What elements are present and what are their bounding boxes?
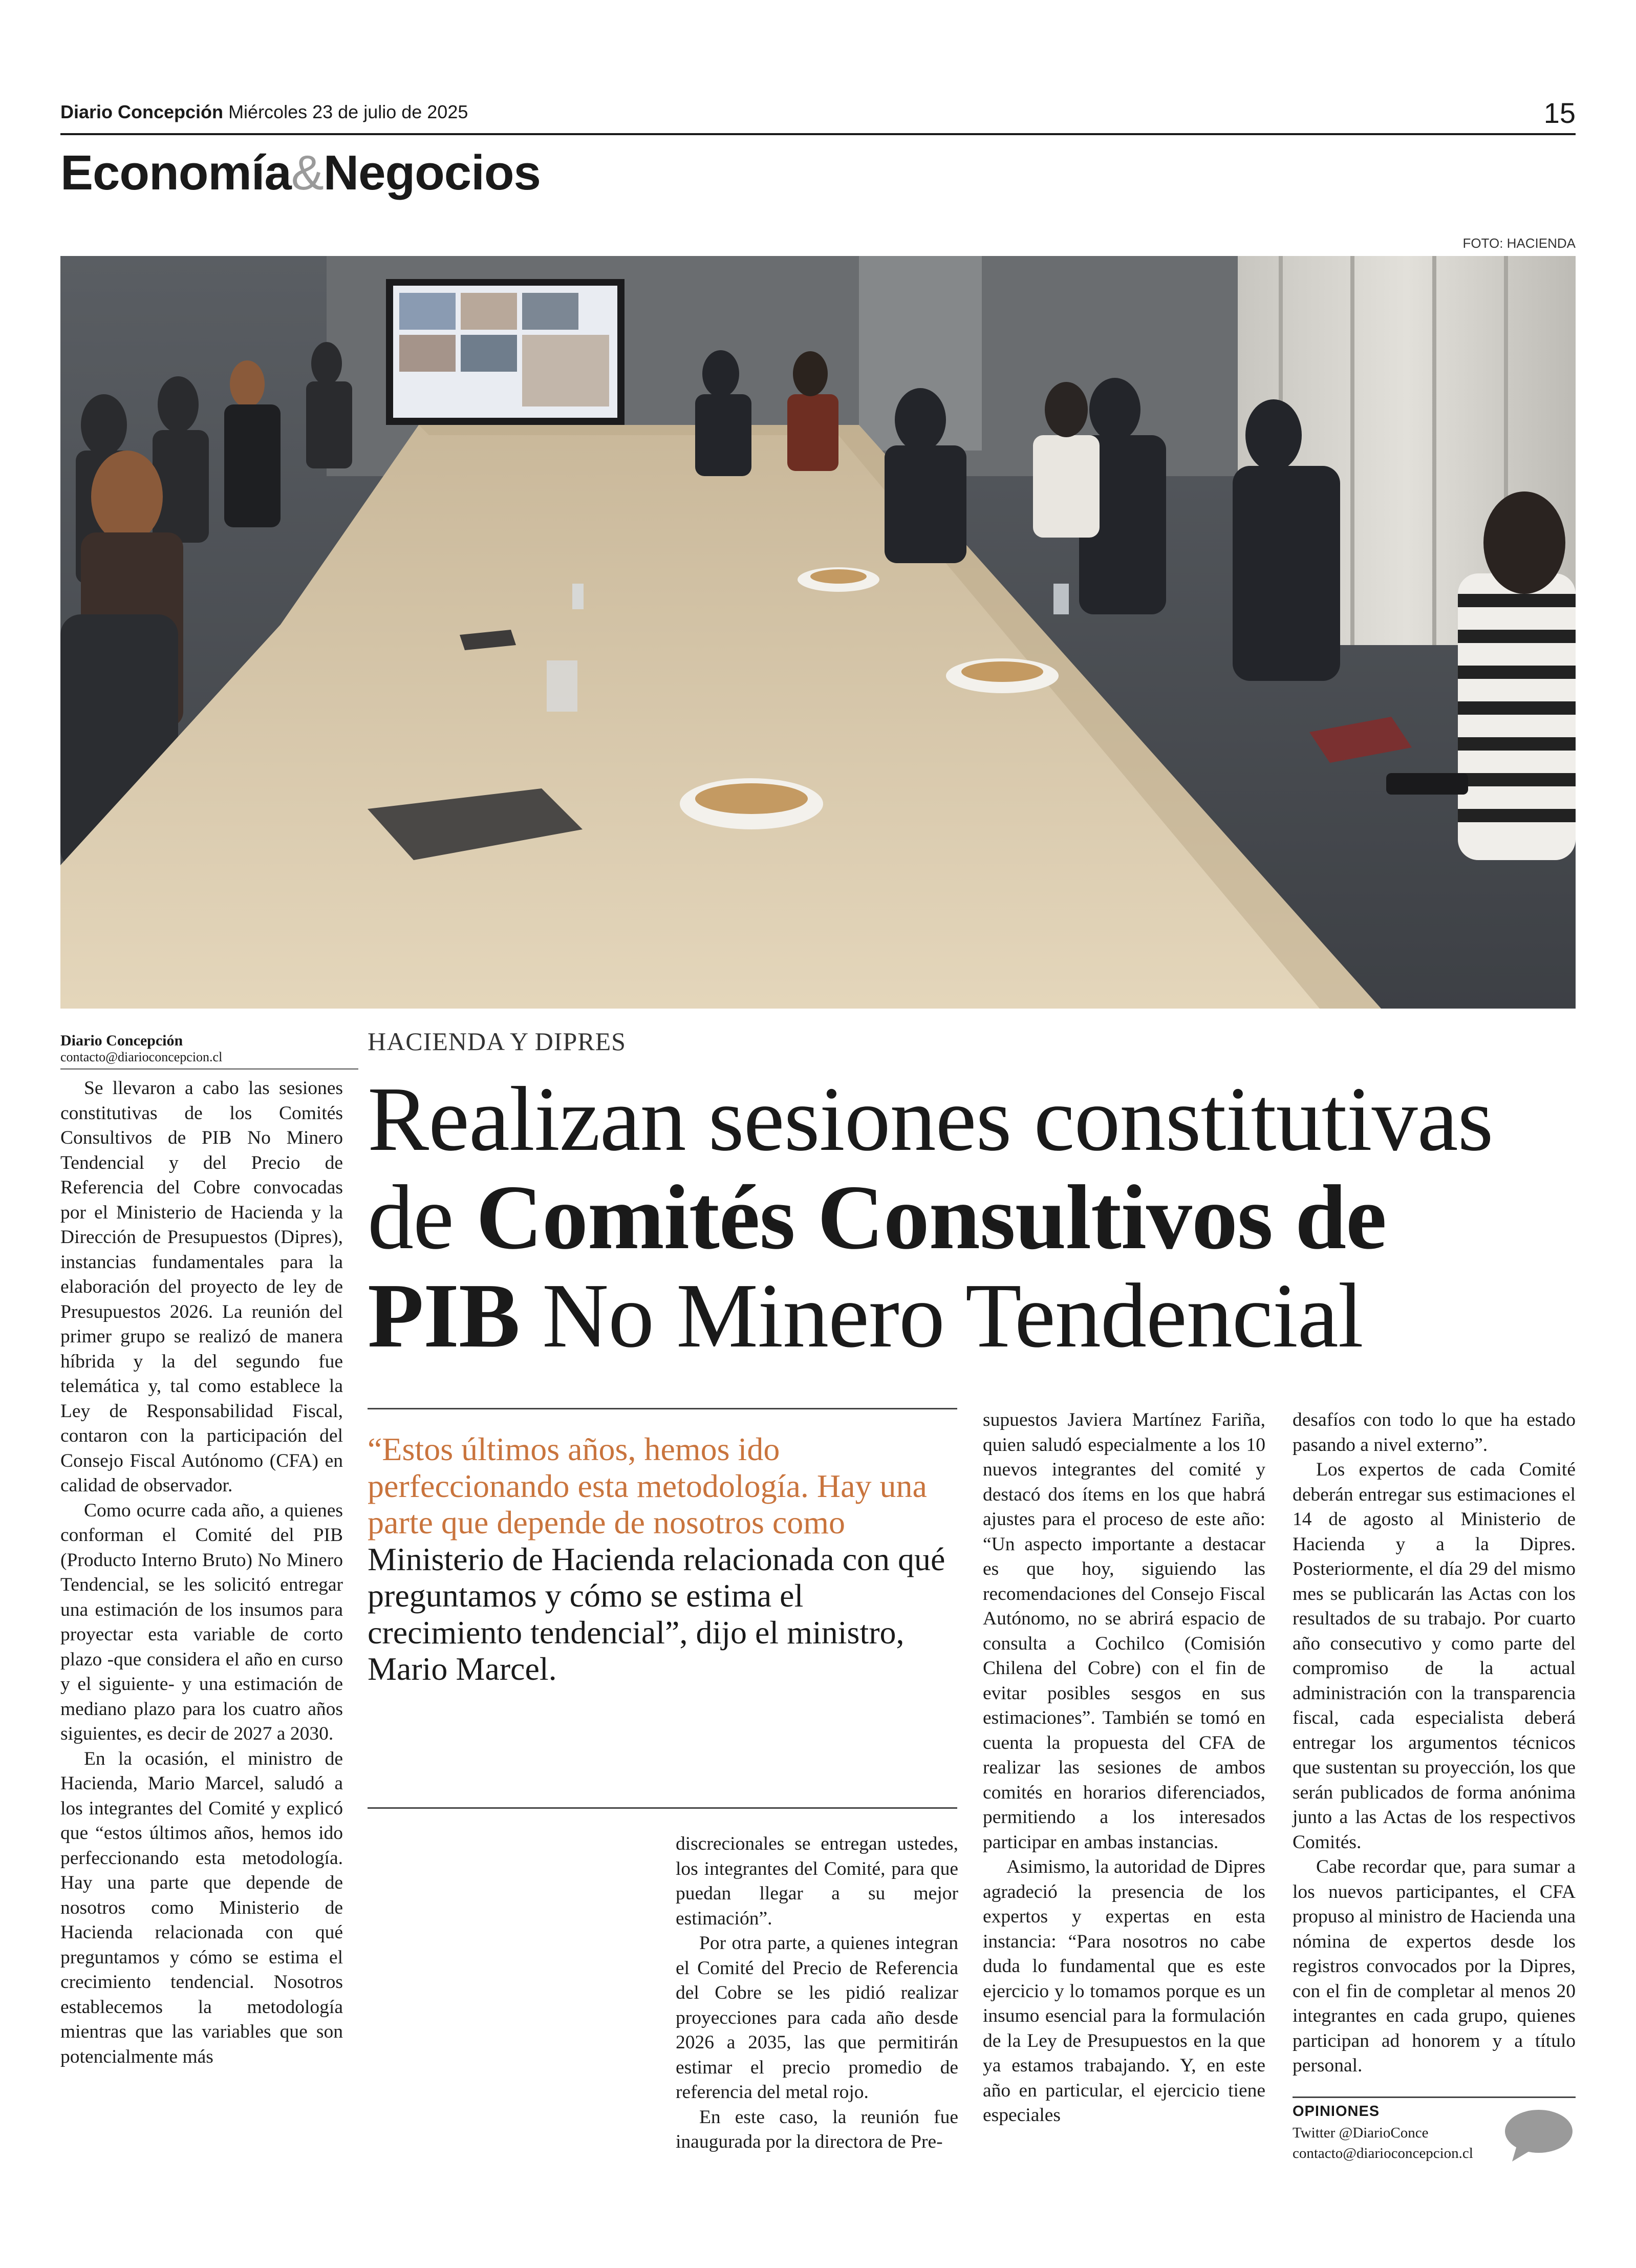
body-column-4 — [1293, 1408, 1576, 2079]
paragraph: Los expertos de cada Comité deberán entregar sus estimaciones el 14 de agosto al Ministerio de Hacienda y a la Dipres. Posteriormente, el día 29 del mismo mes se publicarán las Actas con los resultados de su trabajo. Por cuarto año consecutivo y como parte del compromiso de la actual administración con la transparencia fiscal, cada especialista deberá entregar los argumentos técnicos que sustentan su proyección, los que serán publicados de forma anónima junto a las Actas de los respectivos Comités. — [1293, 1459, 1576, 1853]
paragraph: Cabe recordar que, para sumar a los nuevos participantes, el CFA propuso al ministro de Hacienda una nómina de expertos desde los registros convocados por la Dipres, con el fin de completar al menos 20 integrantes en cada grupo, quienes participan ad honorem y a título personal. — [1293, 1856, 1576, 2076]
kicker: HACIENDA Y DIPRES — [368, 1027, 626, 1056]
paragraph: Por otra parte, a quienes integran el Comité del Precio de Referencia del Cobre se les pidió realizar proyecciones para cada año desde 2026 a 2035, las que permitirán estimar el precio promedio de referencia del metal rojo. — [676, 1933, 958, 2103]
body-column-1 — [60, 1076, 343, 2069]
photo-meeting-room — [60, 256, 1576, 1009]
header-rule — [60, 133, 1576, 135]
paragraph: En la ocasión, el ministro de Hacienda, Mario Marcel, saludó a los integrantes del Comité y explicó que “estos últimos años, hemos ido perfeccionando esta metodología. Hay una parte que depende de nosotros como Ministerio de Hacienda relacionada con qué preguntamos y cómo se estima el crecimiento tendencial. Nosotros establecemos la metodología mientras que las variables que son potencialmente más — [60, 1748, 343, 2067]
body-column-2 — [676, 1832, 958, 2155]
opiniones-twitter[interactable]: Twitter @DiarioConce — [1293, 2125, 1429, 2141]
headline-line-2-a: de — [368, 1166, 476, 1268]
headline-line-2 — [368, 1168, 1576, 1267]
page-number: 15 — [1543, 97, 1576, 129]
pull-quote — [368, 1431, 957, 1687]
body-column-3 — [983, 1408, 1265, 2128]
pull-quote-bottom-rule — [368, 1807, 957, 1809]
section-title — [60, 145, 541, 201]
headline-line-3 — [368, 1267, 1576, 1365]
photo-credit: FOTO: HACIENDA — [1462, 236, 1576, 251]
paper-name: Diario Concepción — [60, 101, 224, 122]
masthead — [60, 101, 468, 123]
pull-quote-top-rule — [368, 1408, 957, 1409]
paragraph: Se llevaron a cabo las sesiones constitutivas de los Comités Consultivos de PIB No Minero Tendencial y del Precio de Referencia del Cobre convocadas por el Ministerio de Hacienda y la Dirección de Presupuestos (Dipres), instancias fundamentales para la elaboración del proyecto de ley de Presupuestos 2026. La reunión del primer grupo se realizó de manera híbrida y la del segundo fue telemática y, tal como establece la Ley de Responsabilidad Fiscal, contaron con la participación del Consejo Fiscal Autónomo (CFA) en calidad de observador. — [60, 1078, 343, 1496]
headline-line-1: Realizan sesiones constitutivas — [368, 1068, 1493, 1170]
headline-line-3-bold: PIB — [368, 1265, 520, 1366]
byline-rule — [60, 1068, 358, 1069]
section-part-2: Negocios — [323, 145, 541, 200]
paragraph: En este caso, la reunión fue inaugurada por la directora de Pre- — [676, 2106, 958, 2152]
paragraph: Como ocurre cada año, a quienes conforman el Comité del PIB (Producto Interno Bruto) No Minero Tendencial, se les solicitó entregar una estimación de los insumos para proyectar esta variable de corto plazo -que considera el año en curso y el siguiente- y una estimación de mediano plazo para los cuatro años siguientes, es decir de 2027 a 2030. — [60, 1500, 343, 1744]
opiniones-rule — [1293, 2096, 1576, 2098]
paragraph: Asimismo, la autoridad de Dipres agradeció la presencia de los expertos y expertas en esta instancia: “Para nosotros no cabe duda lo fundamental que es este ejercicio y lo tomamos porque es un insumo esencial para la formulación de la Ley de Presupuestos en la que ya estamos trabajando. Y, en este año en particular, el ejercicio tiene especiales — [983, 1856, 1265, 2126]
section-part-1: Economía — [60, 145, 291, 200]
opiniones-contact[interactable]: contacto@diarioconcepcion.cl — [1293, 2145, 1473, 2162]
byline-name: Diario Concepción — [60, 1032, 183, 1049]
pull-quote-highlight: “Estos últimos años, hemos ido perfeccionando esta metodología. Hay una parte que depende de nosotros como — [368, 1431, 927, 1540]
paragraph: desafíos con todo lo que ha estado pasando a nivel externo”. — [1293, 1409, 1576, 1456]
paragraph: discrecionales se entregan ustedes, los integrantes del Comité, para que puedan llegar a su mejor estimación”. — [676, 1833, 958, 1929]
speech-bubble-icon — [1503, 2108, 1575, 2167]
paragraph: supuestos Javiera Martínez Fariña, quien saludó especialmente a los 10 nuevos integrantes del comité y destacó dos ítems en los que habrá ajustes para el proceso de este año: “Un aspecto importante a destacar es que hoy, siguiendo las recomendaciones del Consejo Fiscal Autónomo, no se abrirá espacio de consulta a Cochilco (Comisión Chilena del Cobre) con el fin de evitar posibles sesgos en sus estimaciones”. También se tomó en cuenta la propuesta del CFA de realizar las sesiones de ambos comités en horarios diferenciados, permitiendo a los interesados participar en ambas instancias. — [983, 1409, 1265, 1853]
section-ampersand: & — [291, 145, 324, 200]
byline-email: contacto@diarioconcepcion.cl — [60, 1050, 223, 1064]
pull-quote-rest: Ministerio de Hacienda relacionada con qué preguntamos y cómo se estima el crecimiento tendencial”, dijo el ministro, Mario Marcel. — [368, 1540, 945, 1687]
headline-line-2-bold: Comités Consultivos de — [476, 1166, 1386, 1268]
issue-date: Miércoles 23 de julio de 2025 — [228, 101, 468, 122]
headline — [368, 1070, 1576, 1365]
headline-line-3-b: No Minero Tendencial — [520, 1265, 1363, 1366]
opiniones-title: OPINIONES — [1293, 2103, 1380, 2120]
